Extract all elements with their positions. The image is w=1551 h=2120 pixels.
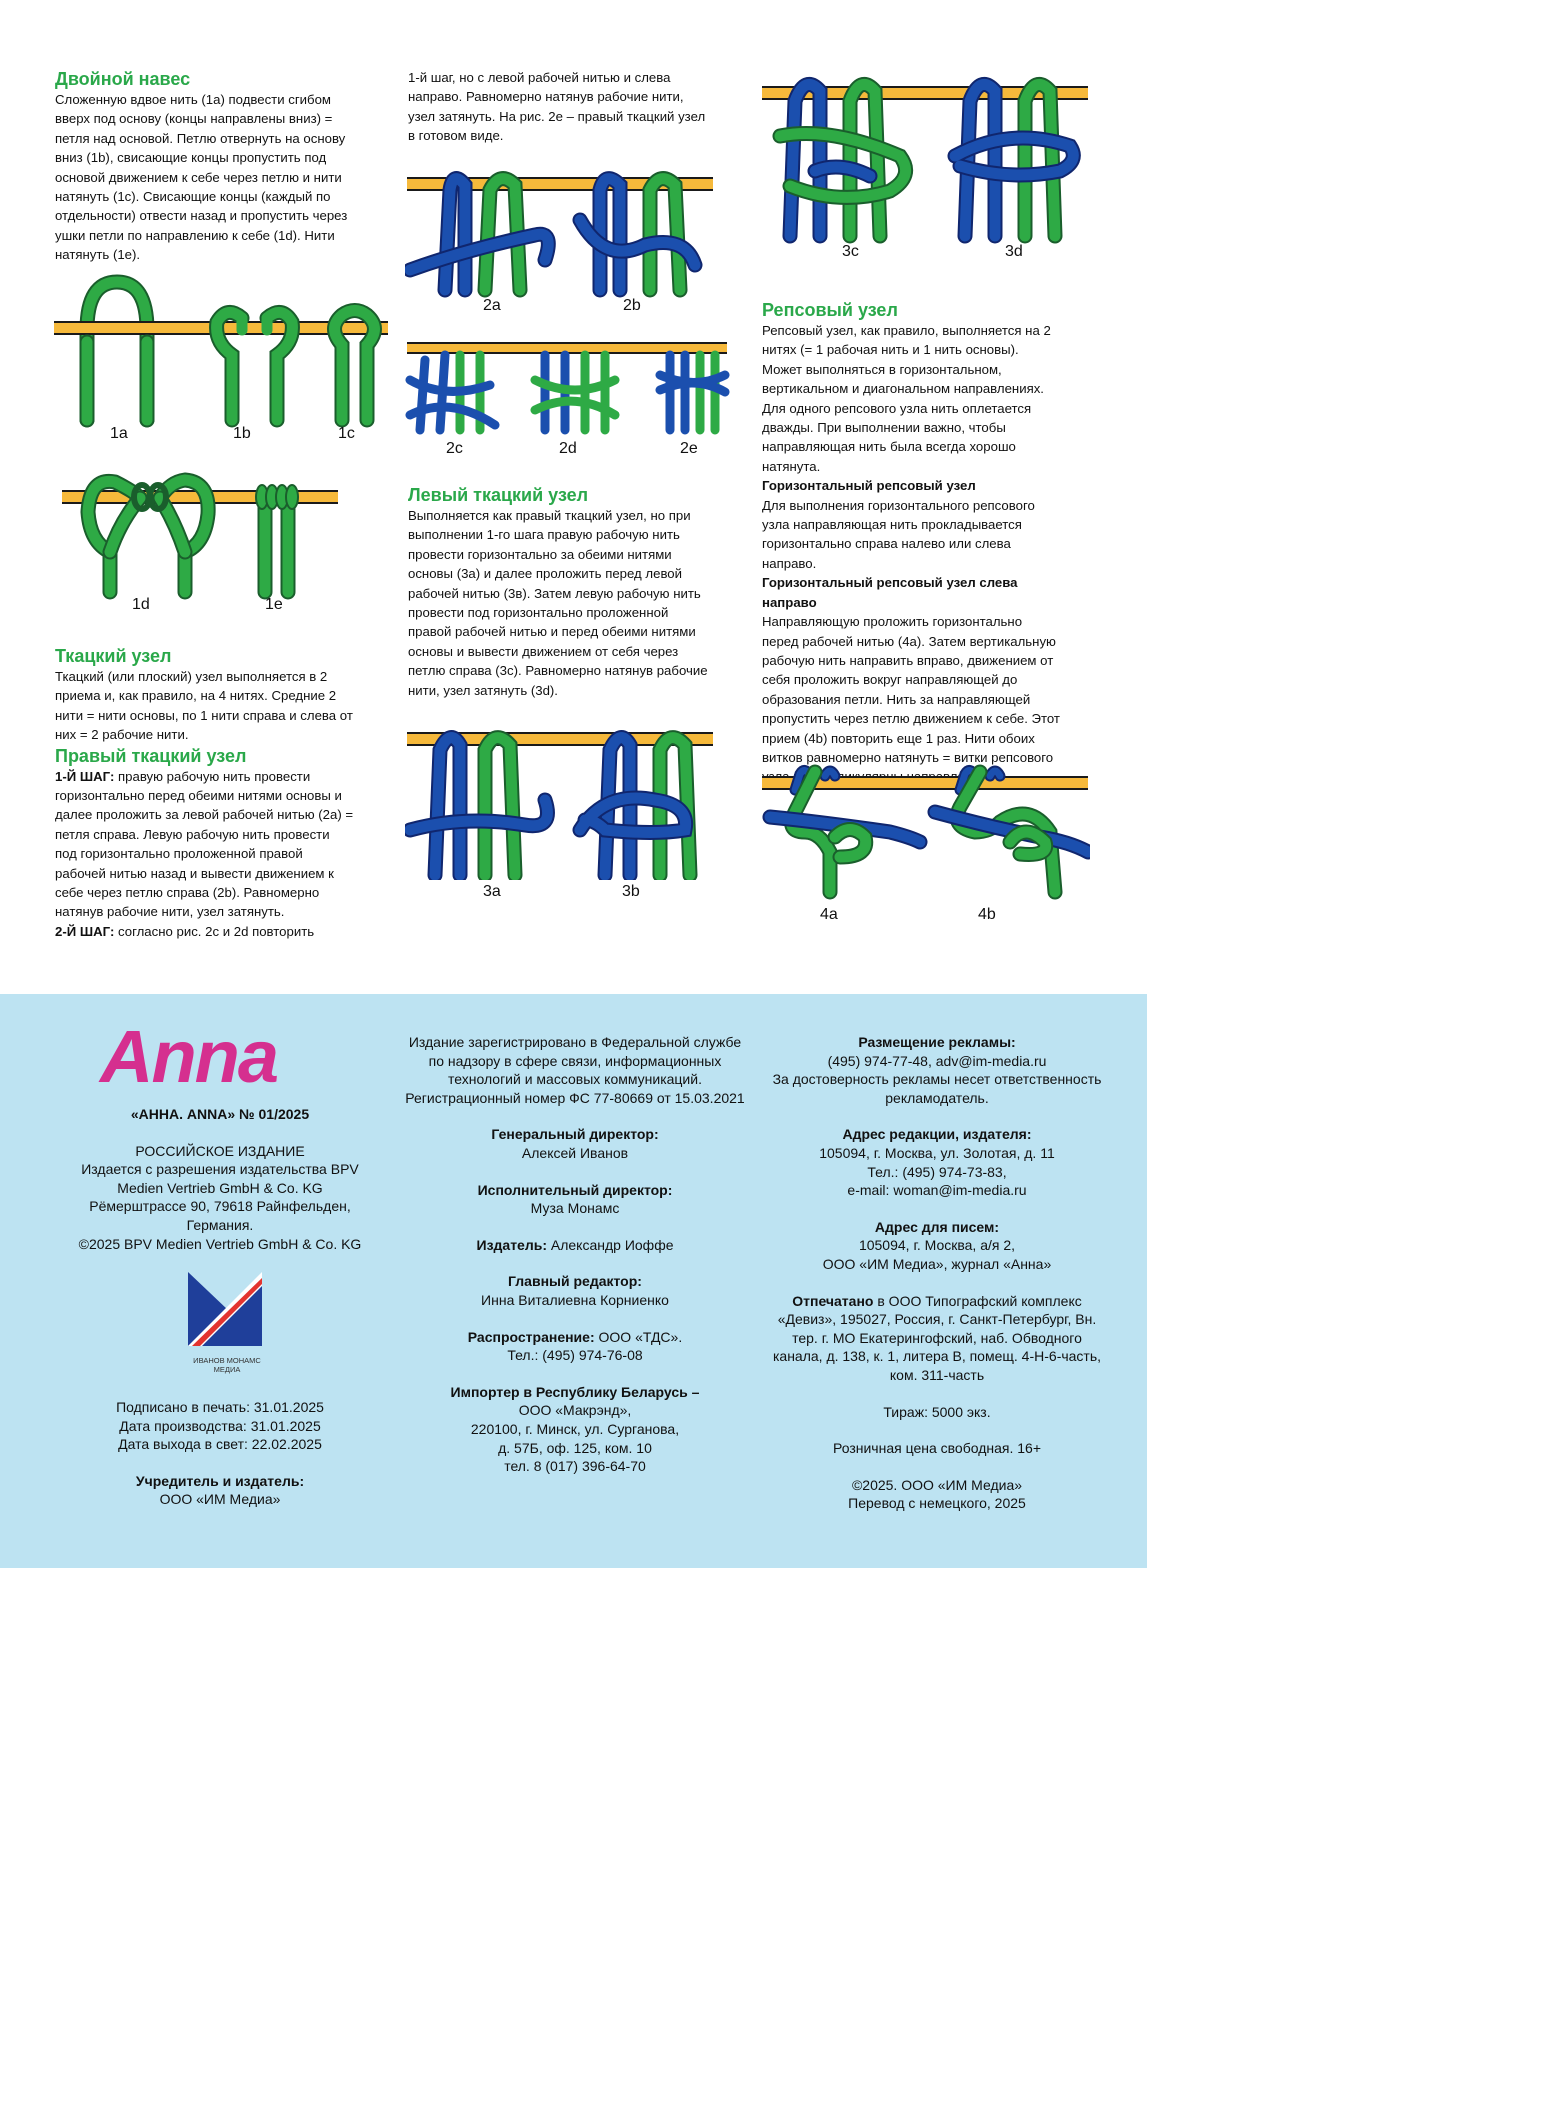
figure-2ab [405, 160, 715, 300]
step-1-label: 1-Й ШАГ: [55, 768, 115, 784]
text-horizontal-left-right: Направляющую проложить горизонтально перед рабочей нитью (4a). Затем вертикальную рабочую нить направить вправо, движением от себя проложить вокруг направляющей до образования петли. Нить за направляющей пропустить через петлю движением к себе. Этот прием (4b) повторить еще 1 раз. Нити обоих витков равномерно натянуть = витки репсового [762, 614, 1060, 765]
text-step-1 [55, 767, 355, 922]
step-2-text: согласно рис. 2c и 2d повторить [114, 923, 315, 939]
distribution-label: Распространение: [467, 1328, 595, 1345]
heading-repsovy-uzel: Репсовый узел [762, 300, 898, 320]
caption-2e: 2e [680, 440, 698, 457]
caption-3a: 3a [483, 883, 501, 900]
text-tkatsky-uzel: Ткацкий (или плоский) узел выполняется в 2 приема и, как правило, на 4 нитях. Средние 2 нити = нити основы, по 1 нити справа и слева от них = 2 рабочие нити. [55, 669, 353, 743]
printed-value: в ООО Типографский комплекс «Девиз», 195027, Россия, г. Санкт-Петербург, Вн. тер. г. МО Екатерингофский, наб. Обводного канала, д. 138, к. 1, литера В, помещ. 4-Н-6-часть, ком. 311-часть [772, 1292, 1102, 1383]
caption-4b: 4b [978, 906, 996, 923]
issue-number: «АННА. ANNA» № 01/2025 [130, 1106, 310, 1122]
heading-tkatsky-uzel: Ткацкий узел [55, 646, 172, 666]
footer-left-column [60, 1105, 380, 1271]
caption-1a: 1a [110, 425, 128, 442]
copyright: ©2025. ООО «ИМ Медиа» Перевод с немецкого, 2025 [848, 1476, 1026, 1512]
caption-1c: 1c [338, 425, 355, 442]
heading-dvoinoi-naves: Двойной навес [55, 69, 191, 89]
text-horizontal: Для выполнения горизонтального репсового узла направляющая нить прокладывается горизонтально справа налево или слева направо. [762, 497, 1035, 571]
gen-dir-value: Алексей Иванов [521, 1144, 629, 1161]
caption-3b: 3b [622, 883, 640, 900]
text-repsovy-uzel: Репсовый узел, как правило, выполняется на 2 нитях (= 1 рабочая нить и 1 нить основы). Может выполняться в горизонтальном, вертикальном и диагональном направлениях. Для одного репсового узла нить оплетается дважды. При выполнении важно, чтобы направляющая нить была всегда хорошо натянута. [762, 323, 1051, 474]
caption-3d: 3d [1005, 243, 1023, 260]
caption-1e: 1e [265, 596, 283, 613]
importer-label: Импортер в Республику Беларусь – [450, 1383, 700, 1400]
founder [60, 1472, 380, 1509]
publisher-label: Издатель: [476, 1236, 547, 1253]
text-levy-tkatsky: Выполняется как правый ткацкий узел, но при выполнении 1-го шага правую рабочую нить провести горизонтально за обеими нитями основы (3a) и далее проложить перед левой рабочей нитью (3в). Затем левую рабочую нить провести под горизонтально проложенной правой рабочей нитью и перед обеими нитями основы и вывести движением от себя через петлю справа (3c). Равномерно натянув рабочие нити, узел затянуть (3d). [408, 508, 708, 698]
footer-right-column [772, 1033, 1102, 1531]
caption-4a: 4a [820, 906, 838, 923]
exec-dir-label: Исполнительный директор: [477, 1181, 673, 1198]
mail-value: 105094, г. Москва, а/я 2, ООО «ИМ Медиа», журнал «Анна» [822, 1237, 1052, 1272]
print-run: Тираж: 5000 экз. [883, 1403, 991, 1420]
figure-2cde [405, 330, 730, 440]
editor-label: Главный редактор: [508, 1273, 642, 1290]
footer-middle-column [405, 1033, 745, 1494]
column-2 [408, 68, 708, 146]
mail-label: Адрес для писем: [874, 1218, 1000, 1235]
anna-logo: Anna [100, 1015, 277, 1098]
distribution-value: ООО «ТДС». Тел.: (495) 974-76-08 [507, 1328, 683, 1364]
caption-2b: 2b [623, 297, 641, 314]
subheading-horizontal-left-right: Горизонтальный репсовый узел слева направо [762, 575, 1018, 610]
founder-label: Учредитель и издатель: [135, 1472, 305, 1489]
caption-2c: 2c [446, 440, 463, 457]
text-step-2 [55, 922, 355, 941]
footer-left-bottom [60, 1398, 380, 1527]
column-1 [55, 68, 355, 265]
column-1-lower [55, 645, 355, 941]
figure-4ab [760, 762, 1090, 902]
subheading-horizontal: Горизонтальный репсовый узел [762, 478, 976, 494]
ads-value: (495) 974-77-48, adv@im-media.ru За достоверность рекламы несет ответственность рекламодатель. [772, 1052, 1102, 1106]
publisher-license: РОССИЙСКОЕ ИЗДАНИЕ Издается с разрешения издательства BPV Medien Vertrieb GmbH & Co. KG Рёмерштрассе 90, 79618 Райнфельден, Германия. ©2025 BPV Medien Vertrieb GmbH & Co. KG [78, 1142, 362, 1252]
caption-2d: 2d [559, 440, 577, 457]
figure-1abc [52, 270, 392, 430]
printed-label: Отпечатано [792, 1292, 874, 1309]
im-media-logo-text: ИВАНОВ МОНАМС МЕДИА [193, 1356, 261, 1374]
founder-value: ООО «ИМ Медиа» [159, 1491, 281, 1508]
caption-1d: 1d [132, 596, 150, 613]
figure-3cd [760, 66, 1090, 246]
office-label: Адрес редакции, издателя: [842, 1126, 1032, 1143]
text-dvoinoi-naves: Сложенную вдвое нить (1a) подвести сгибом вверх под основу (концы направлены вниз) = петля над основой. Петлю отвернуть на основу вниз (1b), свисающие концы пропустить под основой движением к себе через петлю и нити натянуть (1c). Свисающие концы (каждый по отдельности) отвести назад и пропустить через ушки петли по направлению к себе (1d). Нити натянуть (1e). [55, 92, 348, 263]
figure-3ab [405, 720, 715, 880]
text-col2-intro: 1-й шаг, но с левой рабочей нитью и слева направо. Равномерно натянув рабочие нити, узел затянуть. На рис. 2e – правый ткацкий узел в готовом виде. [408, 70, 706, 144]
column-2-lower [408, 484, 708, 700]
caption-3c: 3c [842, 243, 859, 260]
step-1-text: правую рабочую нить провести горизонтально перед обеими нитями основы и далее проложить за левой рабочей нитью (2a) = петля справа. Левую рабочую нить провести под горизонтально проложенной правой рабочей нитью назад и вывести движением к себе через петлю справа (2b). Равномерно натянув рабочие нити, узел затянуть. [55, 768, 354, 920]
figure-1de [60, 462, 350, 602]
caption-1b: 1b [233, 425, 251, 442]
office-value: 105094, г. Москва, ул. Золотая, д. 11 Тел.: (495) 974-73-83, e-mail: woman@im-media.ru [819, 1144, 1055, 1199]
step-2-label: 2-Й ШАГ: [55, 923, 115, 939]
editor-value: Инна Виталиевна Корниенко [481, 1291, 669, 1308]
retail-price: Розничная цена свободная. 16+ [832, 1440, 1042, 1457]
ads-label: Размещение рекламы: [858, 1034, 1016, 1050]
heading-pravy-tkatsky: Правый ткацкий узел [55, 745, 247, 766]
gen-dir-label: Генеральный директор: [491, 1126, 659, 1143]
heading-levy-tkatsky: Левый ткацкий узел [408, 485, 589, 505]
importer-value: ООО «Макрэнд», 220100, г. Минск, ул. Сурганова, д. 57Б, оф. 125, ком. 10 тел. 8 (017) 396-64-70 [470, 1402, 680, 1475]
column-3 [762, 299, 1062, 787]
print-dates: Подписано в печать: 31.01.2025 Дата производства: 31.01.2025 Дата выхода в свет: 22.02.2025 [116, 1399, 324, 1453]
im-media-logo-icon [188, 1272, 266, 1350]
caption-2a: 2a [483, 297, 501, 314]
exec-dir-value: Муза Монамс [530, 1200, 620, 1217]
publisher-value: Александр Иоффе [547, 1236, 674, 1253]
registration: Издание зарегистрировано в Федеральной службе по надзору в сфере связи, информационных технологий и массовых коммуникаций. Регистрационный номер ФС 77-80669 от 15.03.2021 [405, 1034, 745, 1106]
